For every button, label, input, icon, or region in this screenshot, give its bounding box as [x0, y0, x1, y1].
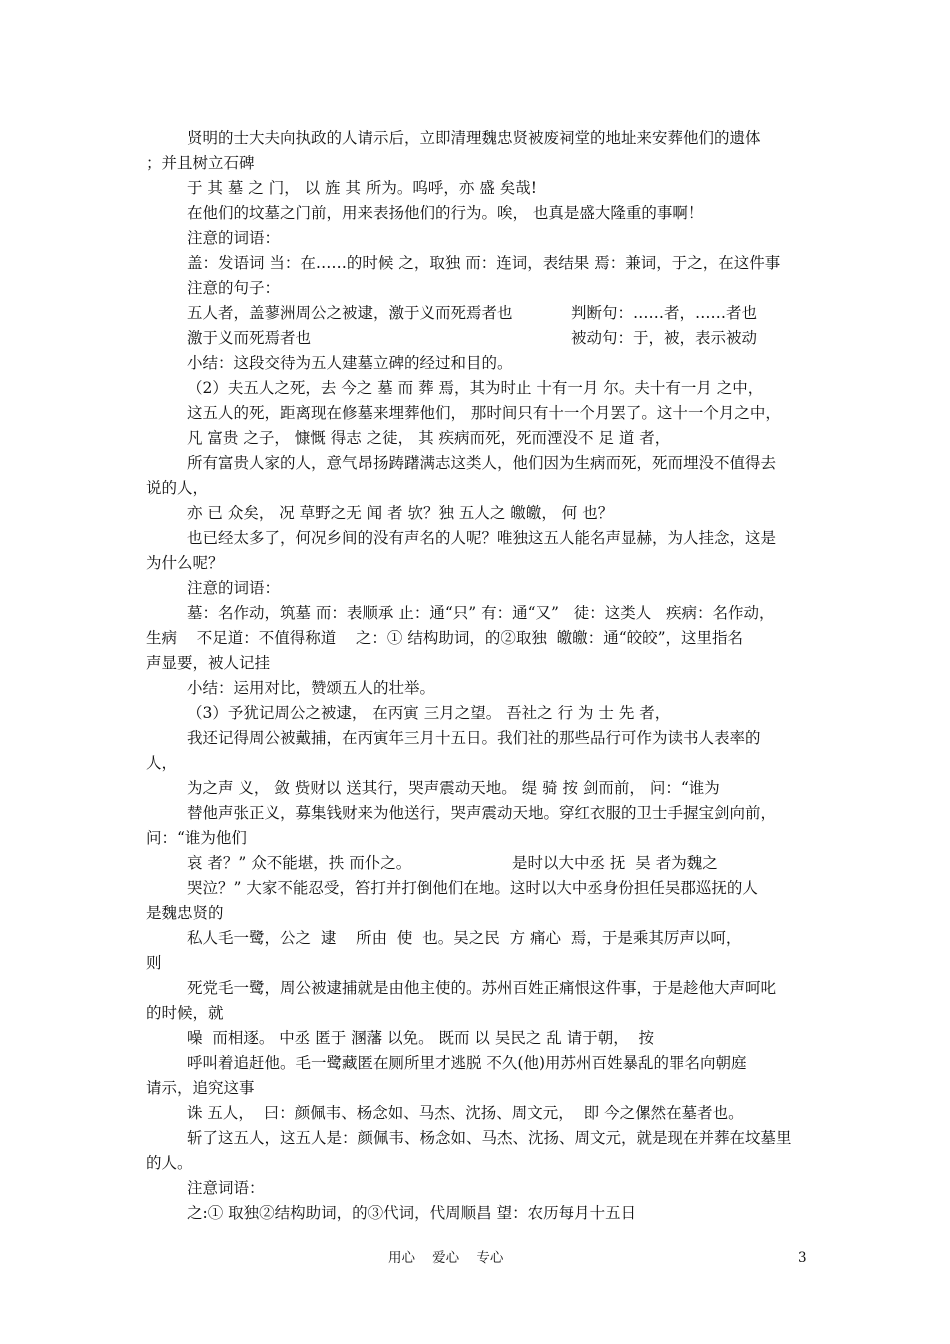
text-line: 注意的词语：	[187, 229, 281, 247]
text-line: 判断句：……者，……者也	[571, 304, 758, 322]
text-line: 盖：发语词 当：在……的时候 之，取独 而：连词，表结果 焉：兼词，于之，在这件事	[187, 254, 781, 272]
text-line: 五人者，盖蓼洲周公之被逮，激于义而死焉者也	[187, 304, 513, 322]
text-line: 的时候，就	[146, 1004, 224, 1022]
page-number: 3	[798, 1250, 807, 1266]
text-line: 的人。	[146, 1154, 193, 1172]
text-line: 在他们的坟墓之门前，用来表扬他们的行为。唉， 也真是盛大隆重的事啊！	[187, 204, 704, 222]
text-line: 说的人，	[146, 479, 209, 497]
text-line: ；并且树立石碑	[146, 154, 255, 172]
text-line: 诛 五人， 曰：颜佩韦、杨念如、马杰、沈扬、周文元， 即 今之傫然在墓者也。	[187, 1104, 744, 1122]
text-line: 小结：这段交待为五人建墓立碑的经过和目的。	[187, 354, 513, 372]
text-line: 为什么呢？	[146, 554, 224, 572]
text-line: 于 其 墓 之 门， 以 旌 其 所为。呜呼，亦 盛 矣哉!	[187, 179, 538, 197]
text-line: 贤明的士大夫向执政的人请示后，立即清理魏忠贤被废祠堂的地址来安葬他们的遗体	[187, 129, 761, 147]
text-line: 凡 富贵 之子， 慷慨 得志 之徒， 其 疾病而死，死而湮没不 足 道 者，	[187, 429, 671, 447]
text-line: 是魏忠贤的	[146, 904, 224, 922]
text-line: 请示，追究这事	[146, 1079, 255, 1097]
text-line: 问：“谁为他们	[146, 829, 247, 847]
text-line: 激于义而死焉者也	[187, 329, 312, 347]
text-line: 替他声张正义，募集钱财来为他送行，哭声震动天地。穿红衣服的卫士手握宝剑向前，	[187, 804, 777, 822]
text-line: 死党毛一鹭，周公被逮捕就是由他主使的。苏州百姓正痛恨这件事，于是趁他大声呵叱	[187, 979, 777, 997]
text-line: 注意词语：	[187, 1179, 265, 1197]
text-line: 也已经太多了，何况乡间的没有声名的人呢？唯独这五人能名声显赫，为人挂念，这是	[187, 529, 777, 547]
text-line: 则	[146, 954, 162, 972]
text-line: 是时以大中丞 抚 吴 者为魏之	[512, 854, 718, 872]
text-line: 声显要，被人记挂	[146, 654, 271, 672]
text-line: 斩了这五人，这五人是：颜佩韦、杨念如、马杰、沈扬、周文元，就是现在并葬在坟墓里	[187, 1129, 792, 1147]
text-line: 注意的句子：	[187, 279, 281, 297]
text-line: 所有富贵人家的人，意气昂扬踌躇满志这类人，他们因为生病而死，死而埋没不值得去	[187, 454, 777, 472]
text-line: 哭泣？” 大家不能忍受，笞打并打倒他们在地。这时以大中丞身份担任吴郡巡抚的人	[187, 879, 758, 897]
text-line: 被动句：于，被，表示被动	[571, 329, 758, 347]
text-line: 哀 者？” 众不能堪，抶 而仆之。	[187, 854, 412, 872]
text-line: 注意的词语：	[187, 579, 281, 597]
text-line: 我还记得周公被戴捕，在丙寅年三月十五日。我们社的那些品行可作为读书人表率的	[187, 729, 761, 747]
text-line: （2）夫五人之死，去 今之 墓 而 葬 焉，其为时止 十有一月 尔。夫十有一月 之中，	[187, 379, 764, 397]
text-line: 之:① 取独②结构助词，的③代词，代周顺昌 望：农历每月十五日	[187, 1204, 637, 1222]
page-footer-text: 用心 爱心 专心	[388, 1250, 504, 1266]
text-line: 亦 已 众矣， 况 草野之无 闻 者 欤？独 五人之 皦皦， 何 也？	[187, 504, 614, 522]
text-line: 生病 不足道：不值得称道 之：① 结构助词，的②取独 皦皦：通“皎皎”，这里指名	[146, 629, 744, 647]
text-line: 小结：运用对比，赞颂五人的壮举。	[187, 679, 436, 697]
text-line: 墓：名作动，筑墓 而：表顺承 止：通“只” 有：通“又” 徒：这类人 疾病：名作动，	[187, 604, 775, 622]
text-line: （3）予犹记周公之被逮， 在丙寅 三月之望。 吾社之 行 为 士 先 者，	[187, 704, 671, 722]
text-line: 人，	[146, 754, 178, 772]
text-line: 为之声 义， 敛 赀财以 送其行，哭声震动天地。 缇 骑 按 剑而前， 问：“谁为	[187, 779, 720, 797]
text-line: 这五人的死，距离现在修墓来埋葬他们， 那时间只有十一个月罢了。这十一个月之中，	[187, 404, 781, 422]
text-line: 私人毛一鹭，公之 逮 所由 使 也。吴之民 方 痛心 焉，于是乘其厉声以呵，	[187, 929, 742, 947]
text-line: 噪 而相逐。 中丞 匿于 溷藩 以免。 既而 以 吴民之 乱 请于朝， 按	[187, 1029, 655, 1047]
text-line: 呼叫着追赶他。毛一鹭藏匿在厕所里才逃脱 不久(他)用苏州百姓暴乱的罪名向朝庭	[187, 1054, 747, 1072]
